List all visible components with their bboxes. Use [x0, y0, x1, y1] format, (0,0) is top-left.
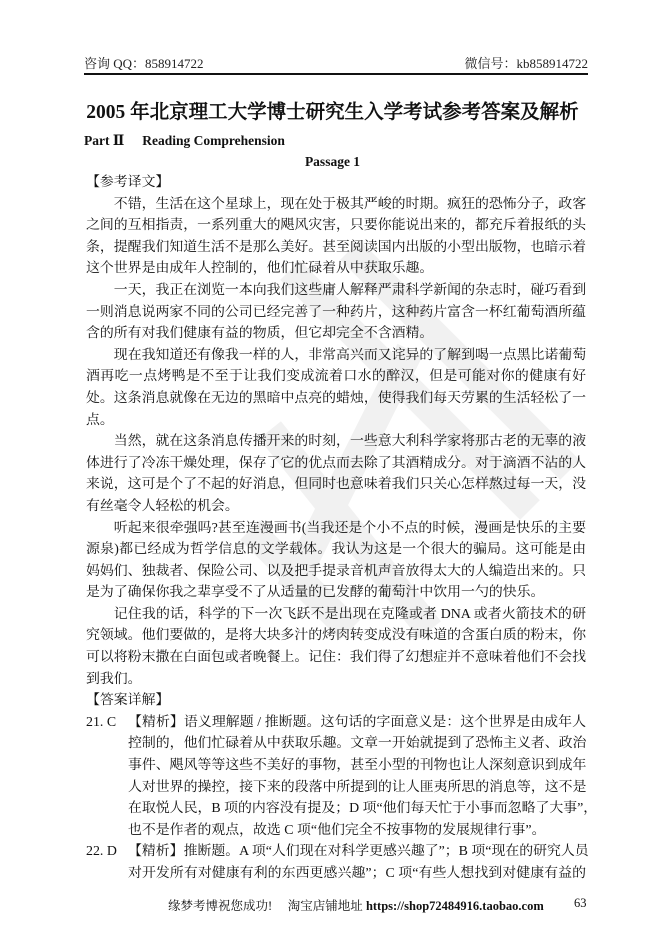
page-header — [84, 53, 588, 72]
paragraph-line: 到我们。 — [86, 671, 142, 687]
header-qq: 咨询 QQ：858914722 — [84, 56, 204, 71]
paragraph — [86, 431, 586, 517]
paragraph-line: 当然，就在这条消息传播开来的时刻，一些意大利科学家将那古老的无辜的液 — [113, 434, 587, 450]
paragraph-line: 记住我的话，科学的下一次飞跃不是出现在克隆或者 DNA 或者火箭技术的研 — [113, 606, 586, 622]
answer-line: 人对世界的操控，接下来的段落中所提到的让人匪夷所思的消息等，这不是 — [128, 779, 587, 795]
answer-number: 21. C — [86, 714, 117, 730]
header-rule — [84, 73, 588, 75]
paragraph-line: 一则消息说两家不同的公司已经完善了一种药片，这种药片富含一杯红葡萄酒所蕴 — [86, 304, 587, 320]
paragraph — [86, 194, 586, 280]
paragraph-line: 含的所有对我们健康有益的物质，但它却完全不含酒精。 — [86, 326, 434, 342]
answer-line: 也不是作者的观点，故选 C 项“他们完全不按事物的发展规律行事”。 — [128, 822, 546, 838]
answer-line: 事件、飓风等等这些不美好的事物，甚至小型的刊物也让人深刻意识到成年 — [128, 758, 587, 774]
paragraph — [86, 518, 586, 604]
footer-shop-label: 淘宝店铺地址 — [287, 899, 363, 913]
paragraph-line: 听起来很牵强吗?甚至连漫画书(当我还是个小不点的时候，漫画是快乐的主要 — [113, 520, 586, 536]
paragraph-line: 之间的互相指责，一系列重大的飓风灾害，只要你能说出来的，都充斥着报纸的头 — [86, 218, 587, 234]
answer-line: 对开发所有对健康有利的东西更感兴趣”；C 项“有些人想找到对健康有益的 — [128, 866, 586, 881]
passage-heading: Passage 1 — [304, 154, 361, 169]
paragraph-line: 妈妈们、独裁者、保险公司、以及把手提录音机声音放得太大的人编造出来的。只 — [86, 563, 587, 579]
answer-line: 控制的，他们忙碌着从中获取乐趣。文章一开始就提到了恐怖主义者、政治 — [128, 736, 587, 752]
paragraph-line: 这个世界是由成年人控制的，他们忙碌着从中获取乐趣。 — [86, 261, 434, 277]
translation-paragraphs — [86, 194, 586, 691]
paragraph-line: 源泉)都已经成为哲学信息的文学载体。我认为这是一个很大的骗局。这可能是由 — [86, 542, 586, 558]
answer-number: 22. D — [86, 844, 117, 860]
answer-line: 【精析】推断题。A 项“人们现在对科学更感兴趣了”；B 项“现在的研究人员 — [128, 844, 589, 860]
page-footer — [168, 896, 544, 914]
page-number: 63 — [574, 896, 587, 910]
footer-slogan: 缘梦考博祝您成功! — [168, 899, 273, 913]
paragraph-line: 是为了确保你我之辈享受不了从适量的已发酵的葡萄汁中饮用一勺的快乐。 — [86, 585, 545, 601]
answer-line: 【精析】语义理解题 / 推断题。这句话的字面意义是：这个世界是由成年人 — [128, 714, 586, 730]
paragraph-line: 来说，这可是个了不起的好消息，但同时也意味着我们只关心怎样熬过每一天，没 — [86, 477, 587, 493]
answer-item — [86, 841, 589, 884]
paragraph-line: 一天，我正在浏览一本向我们这些庸人解释严肃科学新闻的杂志时，碰巧看到 — [113, 282, 587, 298]
paragraph — [86, 280, 586, 345]
paragraph-line: 现在我知道还有像我一样的人，非常高兴而又诧异的了解到喝一点黑比诺葡萄 — [113, 347, 587, 363]
answer-line: 在取悦人民，B 项的内容没有提及；D 项“他们每天忙于小事而忽略了大事”， — [128, 801, 598, 817]
paragraph — [86, 604, 586, 690]
answers-heading: 【答案详解】 — [86, 693, 170, 709]
part-heading — [84, 133, 303, 149]
answer-list — [86, 712, 598, 885]
paragraph-line: 不错，生活在这个星球上，现在处于极其严峻的时期。疯狂的恐怖分子，政客 — [113, 196, 587, 212]
paragraph-line: 有丝毫令人轻松的机会。 — [86, 498, 239, 514]
paragraph-line: 可以将粉末撒在白面包或者晚餐上。记住：我们得了幻想症并不意味着他们不会找 — [86, 650, 587, 666]
document-body — [86, 172, 598, 885]
part-name: Reading Comprehension — [142, 133, 285, 148]
paragraph — [86, 345, 586, 431]
paragraph-line: 条，提醒我们知道生活不是那么美好。甚至阅读国内出版的小型出版物，也暗示着 — [86, 239, 587, 255]
paragraph-line: 处。这条消息就像在无边的黑暗中点亮的蜡烛，使得我们每天劳累的生活轻松了一 — [86, 390, 587, 406]
header-wechat: 微信号：kb858914722 — [464, 56, 588, 71]
paragraph-line: 酒再吃一点烤鸭是不至于让我们变成流着口水的醉汉，但是可能对你的健康有好 — [86, 369, 586, 385]
page-title: 2005 年北京理工大学博士研究生入学考试参考答案及解析 — [86, 102, 579, 123]
paragraph-line: 点。 — [86, 412, 114, 428]
footer-shop-url[interactable]: https://shop72484916.taobao.com — [365, 899, 544, 913]
part-label: Part Ⅱ — [84, 133, 125, 148]
paragraph-line: 究领域。他们要做的，是将大块多汁的烤肉转变成没有味道的含蛋白质的粉末，你 — [86, 628, 587, 644]
translation-heading: 【参考译文】 — [86, 175, 170, 190]
paragraph-line: 体进行了冷冻干燥处理，保存了它的优点而去除了其酒精成分。对于滴酒不沾的人 — [86, 455, 587, 471]
answer-item — [86, 712, 598, 842]
